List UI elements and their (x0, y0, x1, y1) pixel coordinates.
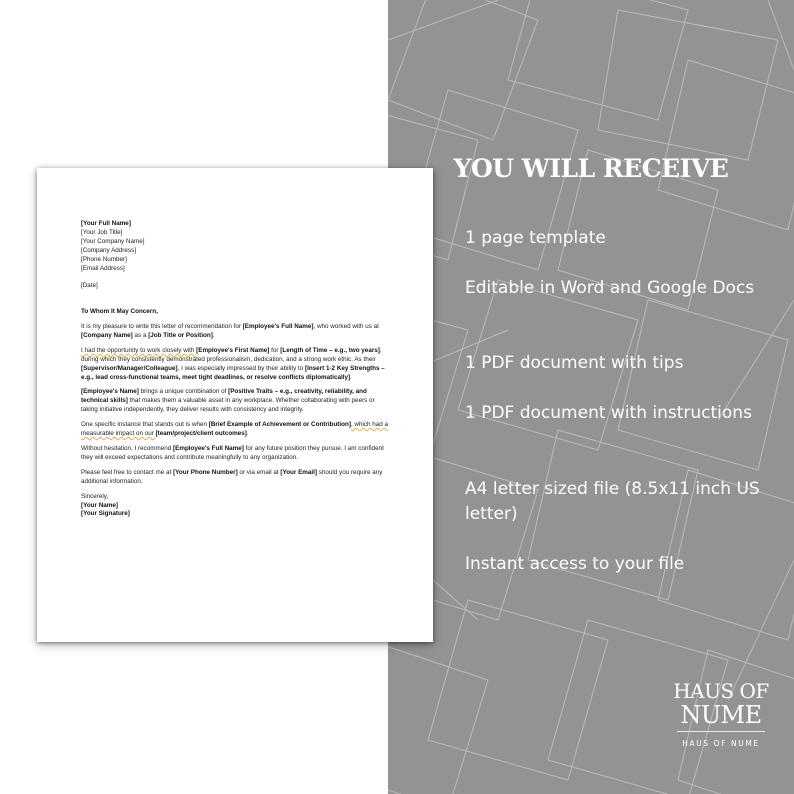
brand-logo (668, 679, 774, 727)
brand-logo-line2: NUME (680, 701, 762, 729)
letter-paragraph-1: It is my pleasure to write this letter of recommendation for [Employee's Full Name], who worked with us at [Company Name] as a [Job Title or Position]. (81, 323, 379, 339)
feature-item: A4 letter sized file (8.5x11 inch US letter) (465, 479, 760, 524)
letter-paragraph-4: One specific instance that stands out is when [Brief Example of Achievement or Contribution], which had a measurable impact on our [team/project/client outcomes]. (81, 421, 389, 438)
feature-item: 1 PDF document with instructions (465, 403, 752, 423)
letter-sign-name: [Your Name] (81, 501, 118, 509)
logo-divider (677, 731, 765, 732)
geometric-line-pattern (388, 0, 794, 794)
feature-item: 1 PDF document with tips (465, 353, 684, 373)
feature-item: Editable in Word and Google Docs (465, 278, 755, 298)
feature-item: Instant access to your file (465, 554, 685, 574)
brand-logo-subtitle: HAUS OF NUME (682, 739, 760, 748)
letter-paragraph-5: Without hesitation, I recommend [Employee's Full Name] for any future position they pursue. I am confident they will exceed expectations and contribute meaningfully to any organization. (81, 445, 384, 461)
sender-line: [Phone Number] (81, 255, 127, 263)
sender-line: [Your Full Name] (81, 220, 131, 227)
feature-item: 1 page template (465, 228, 606, 248)
letter-paragraph-6: Please feel free to contact me at [Your Phone Number] or via email at [Your Email] should you require any additional information. (81, 468, 383, 485)
letter-signature: [Your Signature] (81, 510, 130, 518)
letter-paragraph-2: I had the opportunity to work closely with [Employee's First Name] for [Length of Time – e.g., two years], during which they consistently demonstrated professionalism, dedication, and a strong work ethic. As their [Supervisor/Manager/Colleague], I was especially impressed by their ability to [Insert 1-2 Key Strengths – e.g., lead cross-functional teams, meet tight deadlines, or resolve conflicts diplomatically]. (81, 346, 385, 381)
sender-line: [Company Address] (81, 246, 136, 254)
sender-line: [Email Address] (81, 264, 125, 272)
sender-line: [Your Company Name] (81, 237, 145, 245)
letter-template-page (37, 168, 433, 642)
letter-closing: Sincerely, (81, 492, 109, 500)
brand-logo-line1: HAUS OF (673, 679, 769, 703)
letter-paragraph-3: [Employee's Name] brings a unique combination of [Positive Traits – e.g., creativity, reliability, and technical skills] that makes them a valuable asset in any workplace. Whether collaborating with peers or taking initiative independently, they deliver results with consistency and integrity. (81, 388, 375, 414)
letter-salutation: To Whom It May Concern, (81, 308, 158, 316)
letter-body (81, 220, 393, 519)
sender-line: [Your Job Title] (81, 228, 123, 236)
info-panel (388, 0, 794, 794)
panel-title: YOU WILL RECEIVE (453, 154, 729, 183)
letter-date: [Date] (81, 282, 98, 290)
